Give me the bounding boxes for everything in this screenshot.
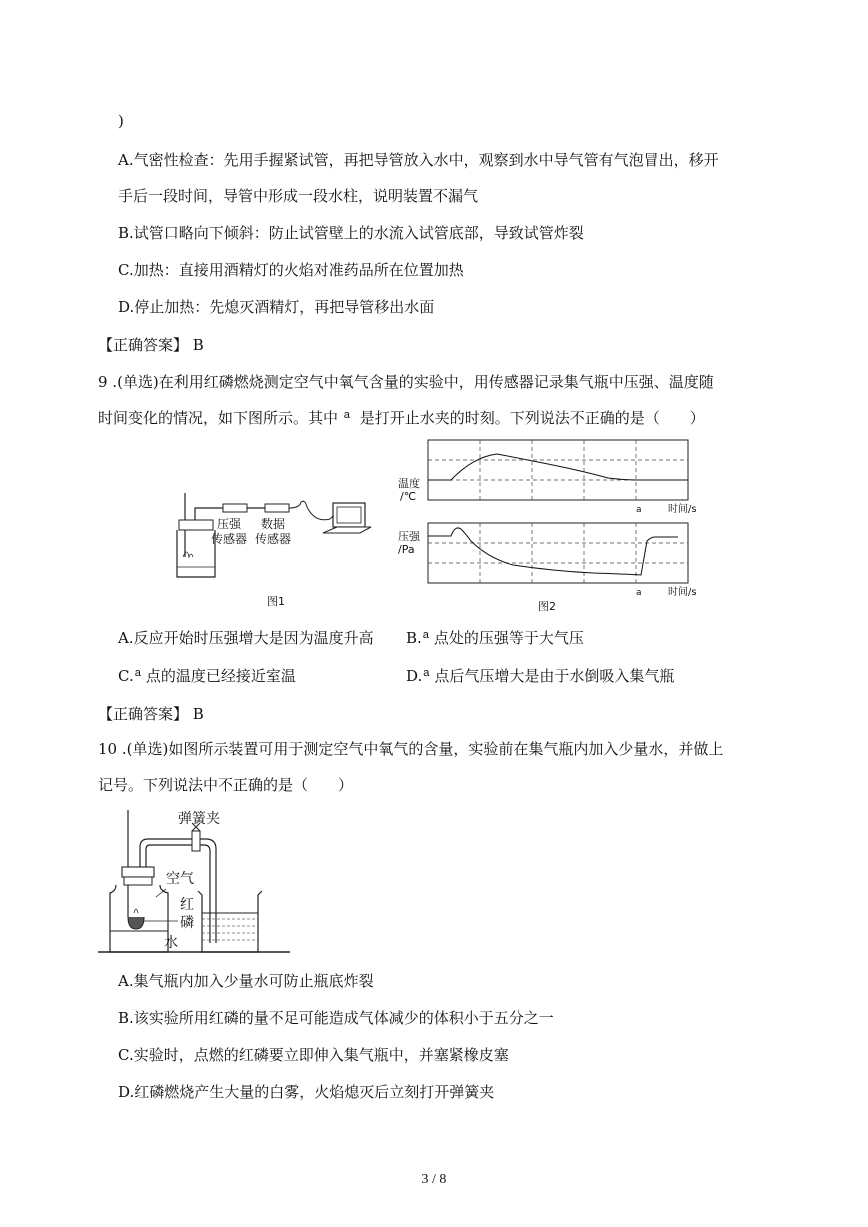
q9-option-d-marker: a [423, 667, 430, 679]
q8-stem-tail: ) [118, 112, 124, 130]
q9-figure1-apparatus [165, 485, 380, 610]
pressure-axis-label-1: 压强 [398, 530, 420, 543]
q9-stem-line2 [98, 408, 705, 430]
q9-option-a: A.反应开始时压强增大是因为温度升高 [118, 629, 374, 647]
temperature-axis-label-2: /℃ [400, 490, 417, 503]
q8-option-b: B.试管口略向下倾斜：防止试管壁上的水流入试管底部，导致试管炸裂 [118, 224, 584, 242]
air-label: 空气 [166, 871, 194, 887]
pressure-axis-label-2: /Pa [398, 543, 415, 556]
q9-stem-marker-a: a [343, 409, 350, 421]
q9-stem-text-pre: 时间变化的情况，如下图所示。其中 [98, 409, 339, 427]
q9-stem-line1: 9 .(单选)在利用红磷燃烧测定空气中氧气含量的实验中，用传感器记录集气瓶中压强、温度随 [98, 373, 714, 391]
q9-option-c-text: 点的温度已经接近室温 [145, 667, 296, 685]
pressure-sensor-label-1: 压强 [217, 517, 242, 531]
red-phosphorus-label-1: 红 [180, 897, 194, 913]
q8-option-a-line1: A.气密性检查：先用手握紧试管，再把导管放入水中，观察到水中导气管有气泡冒出，移开 [118, 151, 719, 169]
q10-figure-apparatus [98, 805, 293, 955]
q10-option-c: C.实验时，点燃的红磷要立即伸入集气瓶中，并塞紧橡皮塞 [118, 1046, 509, 1064]
page-number: 3 / 8 [421, 1172, 447, 1187]
pressure-marker-a: a [636, 588, 642, 598]
q8-option-c: C.加热：直接用酒精灯的火焰对准药品所在位置加热 [118, 261, 464, 279]
q9-option-b-prefix: B. [406, 629, 422, 647]
q9-option-d-text: 点后气压增大是由于水倒吸入集气瓶 [434, 667, 675, 685]
figure2-caption: 图2 [538, 600, 556, 613]
data-sensor-label-2: 传感器 [255, 532, 292, 546]
q10-option-d: D.红磷燃烧产生大量的白雾，火焰熄灭后立刻打开弹簧夹 [118, 1083, 495, 1101]
q10-option-a: A.集气瓶内加入少量水可防止瓶底炸裂 [118, 972, 374, 990]
pressure-time-label: 时间/s [668, 587, 697, 598]
q10-stem-line2: 记号。下列说法中不正确的是（ ） [98, 776, 354, 794]
temperature-marker-a: a [636, 505, 642, 515]
figure1-caption: 图1 [267, 595, 285, 608]
spring-clip-label: 弹簧夹 [178, 811, 220, 827]
q9-option-d [406, 666, 674, 688]
pressure-sensor-label-2: 传感器 [211, 532, 248, 546]
q9-answer: 【正确答案】 B [98, 705, 204, 723]
water-label: 水 [164, 935, 178, 951]
q9-option-c-prefix: C. [118, 667, 134, 685]
red-phosphorus-label-2: 磷 [180, 915, 194, 931]
temperature-time-label: 时间/s [668, 504, 697, 515]
temperature-axis-label-1: 温度 [398, 477, 420, 490]
q9-stem-text-post: 是打开止水夹的时刻。下列说法不正确的是（ ） [359, 409, 705, 427]
q9-option-b [406, 628, 584, 650]
data-sensor-label-1: 数据 [261, 517, 286, 531]
q9-option-b-text: 点处的压强等于大气压 [433, 629, 584, 647]
q8-answer: 【正确答案】 B [98, 336, 204, 354]
q9-option-c [118, 666, 296, 688]
q9-option-c-marker: a [134, 667, 141, 679]
q8-option-d: D.停止加热：先熄灭酒精灯，再把导管移出水面 [118, 298, 435, 316]
q9-figure2-graphs [393, 433, 703, 613]
q8-option-a-line2: 手后一段时间，导管中形成一段水柱，说明装置不漏气 [118, 187, 479, 205]
q9-option-b-marker: a [422, 629, 429, 641]
q10-option-b: B.该实验所用红磷的量不足可能造成气体减少的体积小于五分之一 [118, 1009, 554, 1027]
q9-option-d-prefix: D. [406, 667, 423, 685]
q10-stem-line1: 10 .(单选)如图所示装置可用于测定空气中氧气的含量，实验前在集气瓶内加入少量水，并做上 [98, 740, 724, 758]
